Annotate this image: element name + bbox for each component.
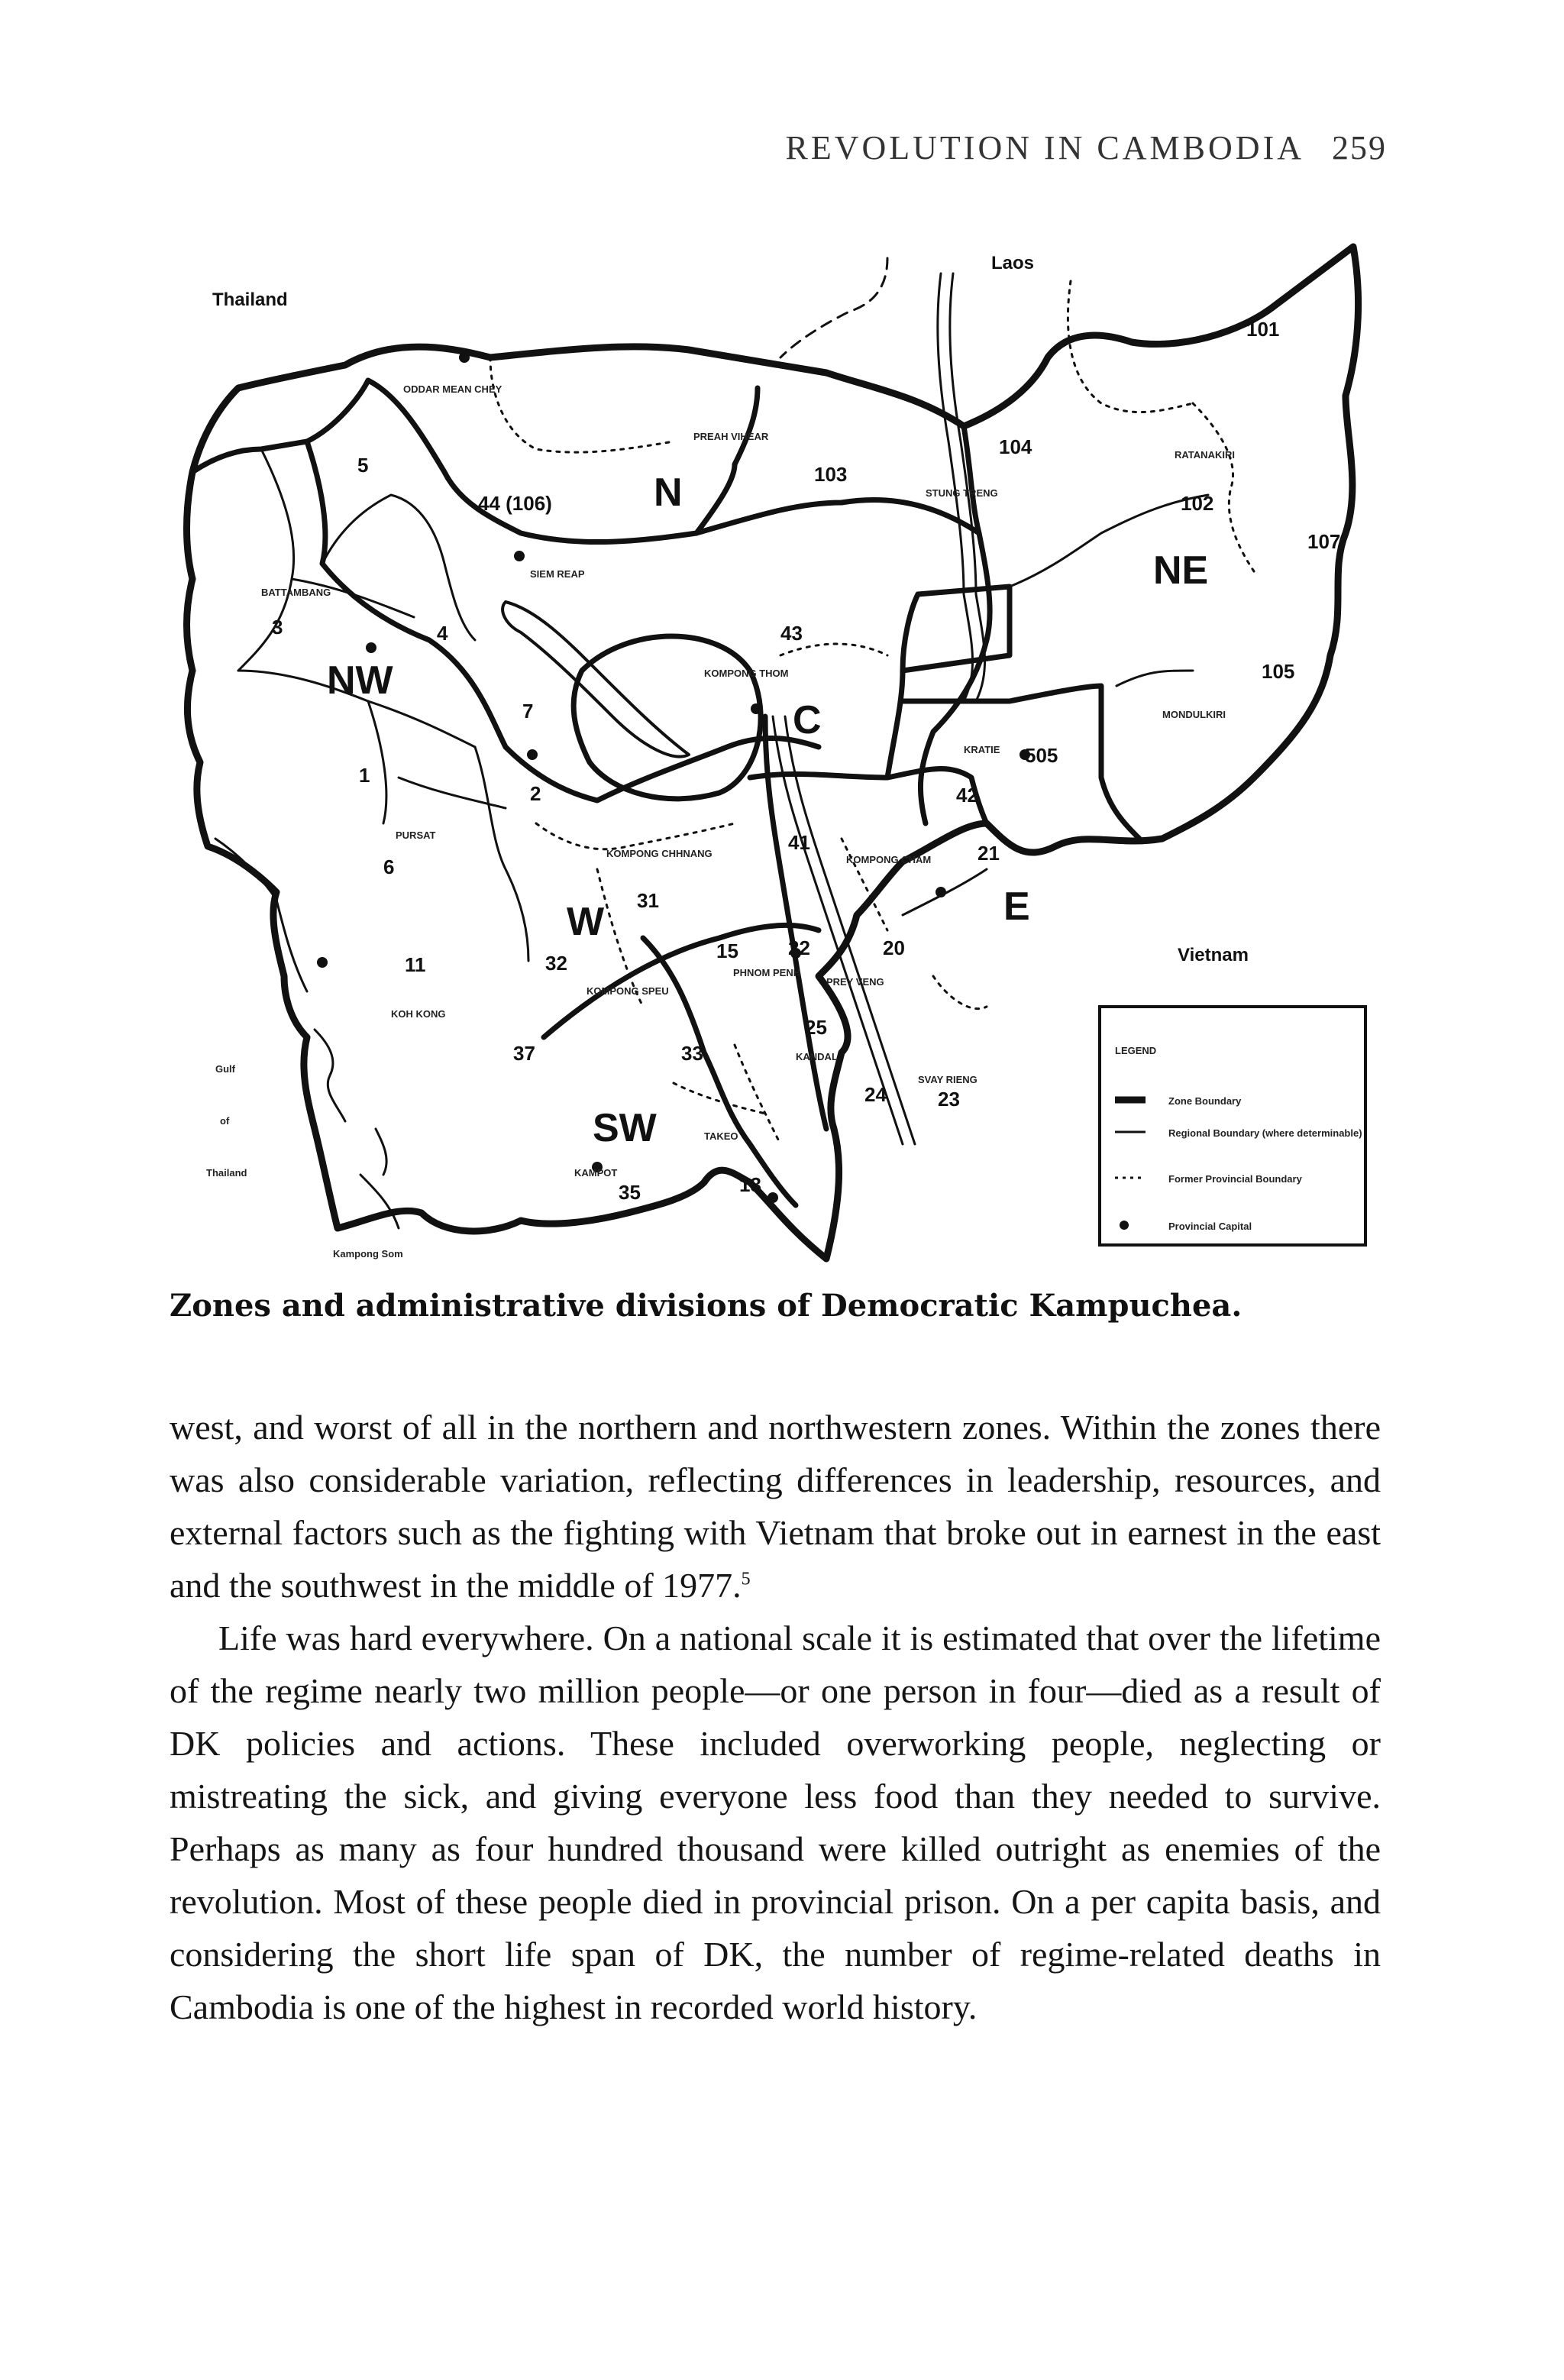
paragraph-2: Life was hard everywhere. On a national scale it is estimated that over the lifetime of the regime nearly two million people—or one person in four—died as a result of DK policies and actions. These included overworking people, neglecting or mistreating the sick, and giving everyone less food than they needed to survive. Perhaps as many as four hundred thousand were killed outright as enemies of the revolution. Most of these people died in provincial prison. On a per capita basis, and considering the short life span of DK, the number of regime-related deaths in Cambodia is one of the highest in recorded world history. (170, 1618, 1381, 2026)
region-103: 103 (814, 463, 848, 486)
region-23: 23 (938, 1088, 960, 1111)
legend-zone-boundary: Zone Boundary (1168, 1095, 1242, 1107)
province-kratie: KRATIE (964, 744, 1000, 755)
legend-regional-boundary: Regional Boundary (where determinable) (1168, 1127, 1362, 1139)
province-kandal: KANDAL (796, 1051, 838, 1062)
region-11: 11 (405, 953, 426, 976)
region-5: 5 (357, 454, 369, 477)
zone-label-e: E (1003, 884, 1030, 929)
zone-label-sw: SW (593, 1106, 657, 1150)
gulf-label-2: of (220, 1115, 230, 1127)
province-kompong-chhnang: KOMPONG CHHNANG (606, 848, 713, 859)
running-head-title: REVOLUTION IN CAMBODIA (785, 129, 1304, 167)
zone-label-ne: NE (1153, 548, 1209, 593)
province-prey-veng: PREY VENG (826, 976, 884, 988)
paragraph-1 (170, 1401, 1381, 1612)
province-battambang: BATTAMBANG (261, 587, 331, 598)
country-label-laos: Laos (991, 253, 1035, 273)
province-preah-vihear: PREAH VIHEAR (693, 431, 769, 442)
region-31: 31 (637, 889, 659, 912)
province-kompong-thom: KOMPONG THOM (704, 668, 789, 679)
province-kompong-speu: KOMPONG SPEU (586, 985, 669, 997)
map-legend (1100, 1007, 1365, 1245)
province-svay-rieng: SVAY RIENG (918, 1074, 978, 1085)
province-siem-reap: SIEM REAP (530, 568, 585, 580)
legend-provincial-capital: Provincial Capital (1168, 1221, 1252, 1232)
region-1: 1 (359, 764, 370, 787)
region-7: 7 (522, 700, 534, 723)
region-43: 43 (780, 622, 803, 645)
province-mondulkiri: MONDULKIRI (1162, 709, 1226, 720)
province-koh-kong: KOH KONG (391, 1008, 446, 1020)
page-number: 259 (1332, 129, 1387, 167)
zone-label-c: C (793, 698, 822, 742)
region-104: 104 (999, 435, 1032, 458)
province-pursat: PURSAT (396, 829, 436, 841)
region-35: 35 (619, 1181, 641, 1204)
region-33: 33 (681, 1042, 703, 1065)
region-21: 21 (978, 842, 1000, 865)
region-2: 2 (530, 782, 541, 805)
province-oddar-mean-chey: ODDAR MEAN CHEY (403, 383, 502, 395)
region-20: 20 (883, 936, 905, 959)
region-41: 41 (788, 831, 810, 854)
region-101: 101 (1246, 318, 1280, 341)
running-head (785, 128, 1387, 167)
province-kampot: KAMPOT (574, 1167, 618, 1179)
gulf-label-1: Gulf (215, 1063, 235, 1075)
province-ratanakiri: RATANAKIRI (1175, 449, 1235, 461)
footnote-ref-5: 5 (741, 1569, 751, 1589)
country-label-vietnam: Vietnam (1178, 945, 1249, 965)
zone-label-w: W (567, 900, 605, 944)
legend-title: LEGEND (1115, 1045, 1157, 1056)
cambodia-zones-map (170, 243, 1373, 1263)
region-32: 32 (545, 952, 567, 975)
gulf-label-3: Thailand (206, 1167, 247, 1179)
region-102: 102 (1181, 492, 1214, 515)
province-kompong-cham: KOMPONG CHAM (846, 854, 932, 865)
region-44-106: 44 (106) (478, 492, 552, 515)
zone-label-nw: NW (327, 658, 393, 703)
province-stung-treng: STUNG TRENG (926, 487, 998, 499)
region-42: 42 (956, 784, 978, 807)
region-505: 505 (1025, 744, 1058, 767)
province-takeo: TAKEO (704, 1130, 738, 1142)
region-6: 6 (383, 855, 395, 878)
region-25: 25 (805, 1016, 827, 1039)
region-4: 4 (437, 622, 448, 645)
region-37: 37 (513, 1042, 535, 1065)
paragraph-1-text: west, and worst of all in the northern and northwestern zones. Within the zones there was also considerable variation, reflecting differences in leadership, resources, and external factors such as the fighting with Vietnam that broke out in earnest in the east and the southwest in the middle of 1977. (170, 1408, 1381, 1605)
region-22: 22 (788, 936, 810, 959)
region-24: 24 (864, 1083, 887, 1106)
region-107: 107 (1307, 530, 1341, 553)
region-3: 3 (272, 616, 283, 639)
region-105: 105 (1262, 660, 1295, 683)
region-15: 15 (716, 939, 738, 962)
body-text (170, 1401, 1381, 2033)
province-phnom-penh: PHNOM PENH (733, 967, 801, 978)
country-label-thailand: Thailand (212, 289, 288, 310)
legend-provincial-boundary: Former Provincial Boundary (1168, 1173, 1302, 1185)
zone-label-n: N (654, 471, 683, 515)
kampong-som-label: Kampong Som (333, 1248, 403, 1260)
figure-caption: Zones and administrative divisions of Democratic Kampuchea. (170, 1288, 1242, 1324)
region-13: 13 (739, 1173, 761, 1196)
